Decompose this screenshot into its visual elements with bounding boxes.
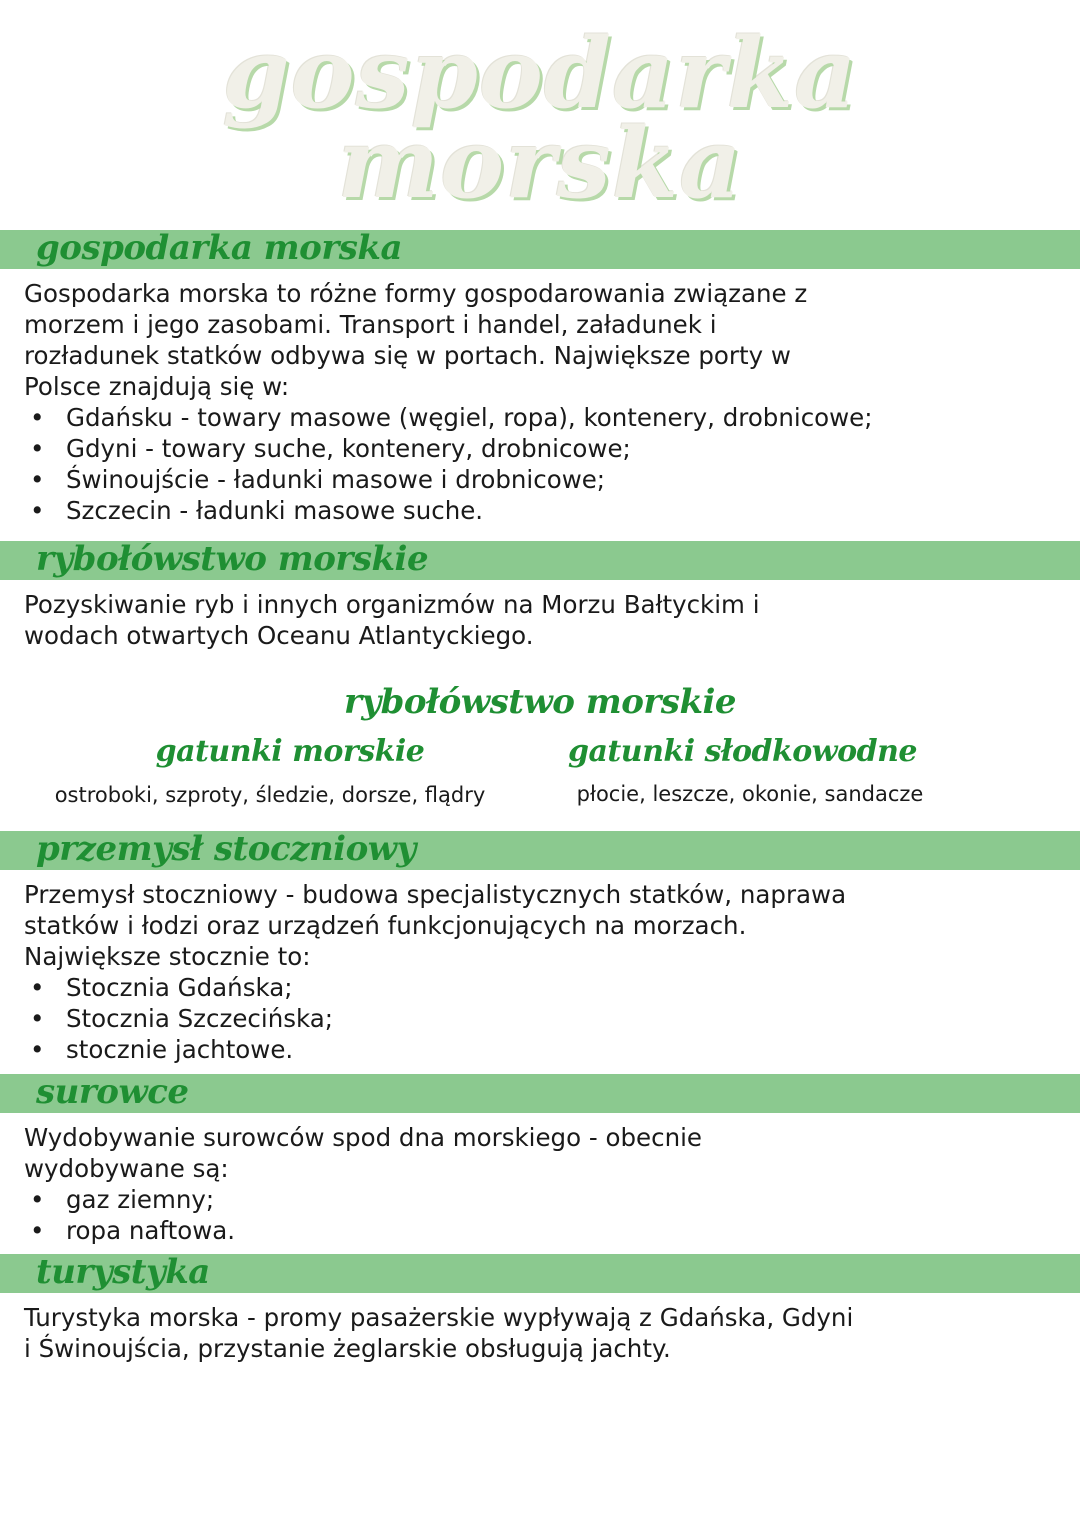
section-heading-surowce: surowce <box>36 1072 189 1112</box>
section-text-turystyka: Turystyka morska - promy pasażerskie wypływają z Gdańska, Gdyni i Świnoujścia, przystanie żeglarskie obsługują jachty. <box>24 1303 854 1363</box>
fish-col-title-marine: gatunki morskie <box>155 734 425 769</box>
list-item: • gaz ziemny; <box>24 1184 235 1215</box>
fish-col-title-freshwater: gatunki słodkowodne <box>568 734 917 769</box>
page-title-line-1: gospodarka <box>222 17 858 130</box>
fish-col-items-freshwater: płocie, leszcze, okonie, sandacze <box>576 782 924 806</box>
section-text-rybolowstwo: Pozyskiwanie ryb i innych organizmów na Morzu Bałtyckim i wodach otwartych Oceanu Atlantyckiego. <box>24 590 760 650</box>
section-heading-gospodarka: gospodarka morska <box>36 228 402 268</box>
shipyards-list <box>24 972 333 1065</box>
page-title-line-2: morska <box>337 107 743 220</box>
list-item: • Stocznia Szczecińska; <box>24 1003 333 1034</box>
fish-table-title: rybołówstwo morskie <box>343 682 737 722</box>
section-heading-przemysl: przemysł stoczniowy <box>36 829 416 869</box>
section-heading-turystyka: turystyka <box>36 1252 210 1292</box>
resources-list <box>24 1184 235 1246</box>
fish-col-items-marine: ostroboki, szproty, śledzie, dorsze, flądry <box>54 783 486 807</box>
list-item: • Gdyni - towary suche, kontenery, drobnicowe; <box>24 433 873 464</box>
list-item: • Stocznia Gdańska; <box>24 972 333 1003</box>
list-item: • ropa naftowa. <box>24 1215 235 1246</box>
list-item: • stocznie jachtowe. <box>24 1034 333 1065</box>
section-heading-rybolowstwo: rybołówstwo morskie <box>36 539 429 579</box>
section-text-surowce: Wydobywanie surowców spod dna morskiego - obecnie wydobywane są: <box>24 1123 703 1183</box>
ports-list <box>24 402 873 526</box>
section-text-przemysl: Przemysł stoczniowy - budowa specjalistycznych statków, naprawa statków i łodzi oraz urządzeń funkcjonujących na morzach. Największe stocznie to: <box>24 880 847 971</box>
list-item: • Gdańsku - towary masowe (węgiel, ropa), kontenery, drobnicowe; <box>24 402 873 433</box>
section-text-gospodarka: Gospodarka morska to różne formy gospodarowania związane z morzem i jego zasobami. Transport i handel, załadunek i rozładunek statków odbywa się w portach. Największe porty w Polsce znajdują się w: <box>24 279 808 401</box>
list-item: • Świnoujście - ładunki masowe i drobnicowe; <box>24 464 873 495</box>
list-item: • Szczecin - ładunki masowe suche. <box>24 495 873 526</box>
